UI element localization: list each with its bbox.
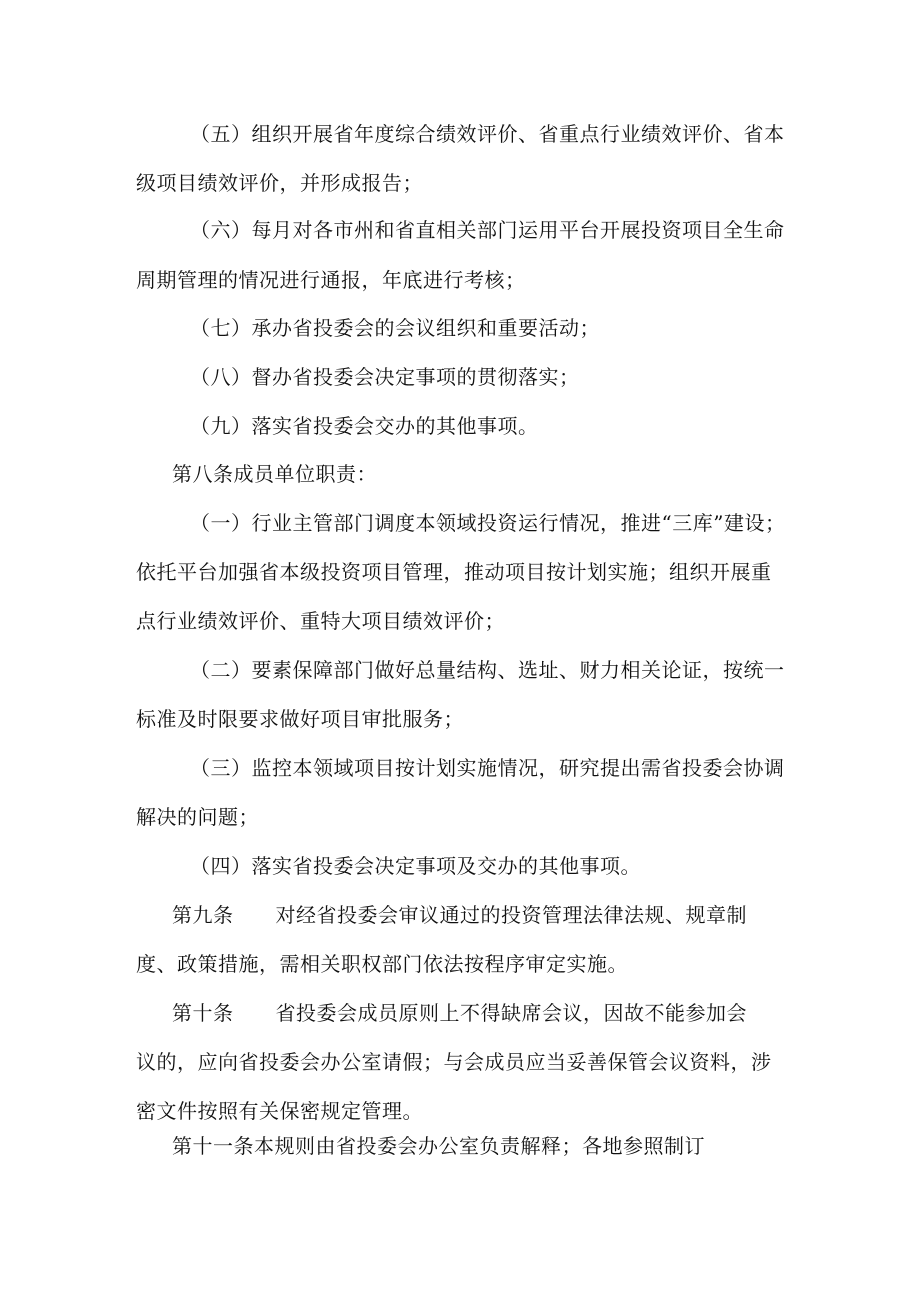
text-line: （四）落实省投委会决定事项及交办的其他事项。 (190, 854, 641, 878)
article-10-label: 第十条 (172, 1001, 234, 1025)
text-line: （五）组织开展省年度综合绩效评价、省重点行业绩效评价、省本 (190, 122, 785, 146)
text-line: 解决的问题； (136, 805, 259, 829)
text-line: （三）监控本领域项目按计划实施情况，研究提出需省投委会协调 (190, 756, 785, 780)
article-10-line (172, 1001, 747, 1025)
text-line: （七）承办省投委会的会议组织和重要活动； (190, 316, 600, 340)
article-10-text: 省投委会成员原则上不得缺席会议，因故不能参加会 (275, 1001, 747, 1025)
article-9-label: 第九条 (172, 903, 234, 927)
text-line: （二）要素保障部门做好总量结构、选址、财力相关论证，按统一 (190, 658, 785, 682)
text-line: 密文件按照有关保密规定管理。 (136, 1099, 423, 1123)
text-line: 依托平台加强省本级投资项目管理，推动项目按计划实施；组织开展重 (136, 560, 772, 584)
text-line: 度、政策措施，需相关职权部门依法按程序审定实施。 (136, 952, 628, 976)
text-line: 议的，应向省投委会办公室请假；与会成员应当妥善保管会议资料，涉 (136, 1050, 772, 1074)
text-line: 周期管理的情况进行通报，年底进行考核； (136, 268, 526, 292)
text-line: 级项目绩效评价，并形成报告； (136, 171, 423, 195)
article-9-line (172, 903, 747, 927)
text-line: 第十一条本规则由省投委会办公室负责解释；各地参照制订 (172, 1134, 705, 1158)
text-line: （九）落实省投委会交办的其他事项。 (190, 414, 539, 438)
text-line: （六）每月对各市州和省直相关部门运用平台开展投资项目全生命 (190, 218, 785, 242)
text-line: 点行业绩效评价、重特大项目绩效评价； (136, 609, 505, 633)
section-heading: 第八条成员单位职责： (172, 462, 377, 486)
text-line: 标准及时限要求做好项目审批服务； (136, 707, 464, 731)
text-line: （八）督办省投委会决定事项的贯彻落实； (190, 365, 580, 389)
text-line: （一）行业主管部门调度本领域投资运行情况，推进“三库”建设； (190, 511, 786, 535)
article-9-text: 对经省投委会审议通过的投资管理法律法规、规章制 (275, 903, 747, 927)
